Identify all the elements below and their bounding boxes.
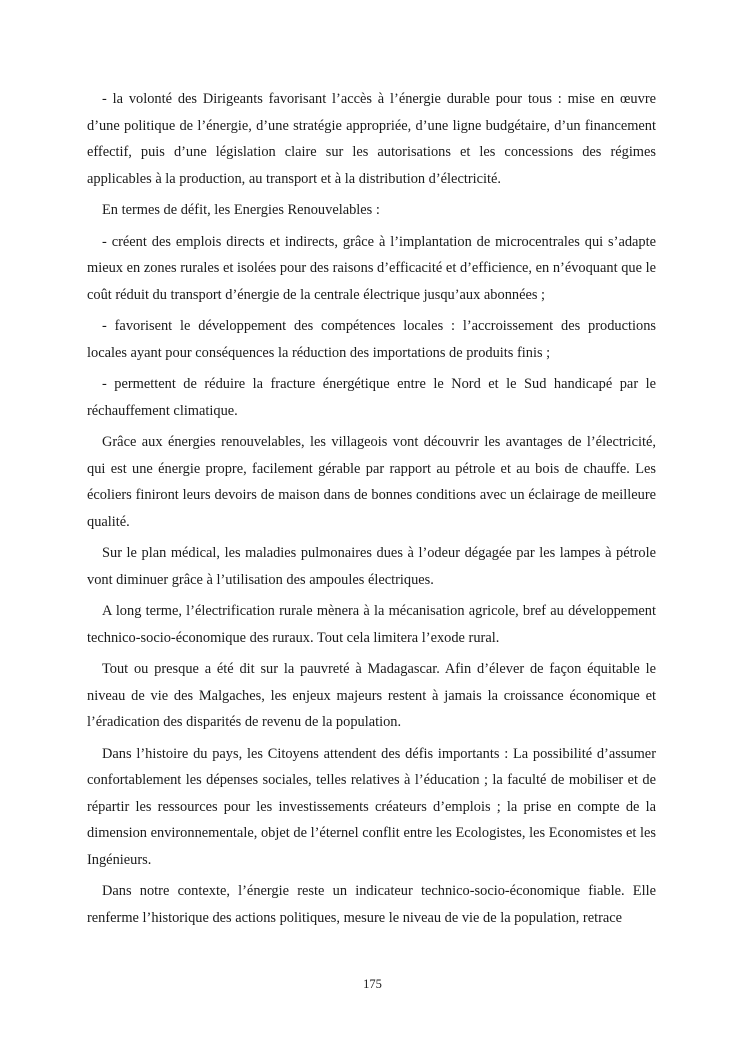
paragraph-challenge-intro: En termes de défit, les Energies Renouvelables : [102,202,380,218]
paragraph-medical: Sur le plan médical, les maladies pulmonaires dues à l’odeur dégagée par les lampes à pétrole vont diminuer grâce à l’utilisation des ampoules électriques. [87,545,656,588]
paragraph-leaders-will: - la volonté des Dirigeants favorisant l’accès à l’énergie durable pour tous : mise en œuvre d’une politique de l’énergie, d’une stratégie appropriée, d’une ligne budgétaire, d’un financement effectif, puis d’une législation claire sur les autorisations et les concessions des régimes applicables à la production, au transport et à la distribution d’électricité. [87,91,656,187]
paragraph-poverty: Tout ou presque a été dit sur la pauvreté à Madagascar. Afin d’élever de façon équitable le niveau de vie des Malgaches, les enjeux majeurs restent à jamais la croissance économique et l’éradication des disparités de revenu de la population. [87,661,656,730]
paragraph-long-term: A long terme, l’électrification rurale mènera à la mécanisation agricole, bref au développement technico-socio-économique des ruraux. Tout cela limitera l’exode rural. [87,603,656,646]
paragraph-history: Dans l’histoire du pays, les Citoyens attendent des défis importants : La possibilité d’assumer confortablement les dépenses sociales, telles relatives à l’éducation ; la faculté de mobiliser et de répartir les ressources pour les investissements créateurs d’emplois ; la prise en compte de la dimension environnementale, objet de l’éternel conflit entre les Ecologistes, les Economistes et les Ingénieurs. [87,745,656,868]
page-body [87,86,656,936]
paragraph-villagers: Grâce aux énergies renouvelables, les villageois vont découvrir les avantages de l’électricité, qui est une énergie propre, facilement gérable par rapport au pétrole et au bois de chauffe. Les écoliers finiront leurs devoirs de maison dans de bonnes conditions avec un éclairage de meilleure qualité. [87,434,656,530]
page-number: 175 [363,977,382,991]
paragraph-energy-divide: - permettent de réduire la fracture énergétique entre le Nord et le Sud handicapé par le réchauffement climatique. [87,376,656,419]
paragraph-jobs: - créent des emplois directs et indirects, grâce à l’implantation de microcentrales qui s’adapte mieux en zones rurales et isolées pour des raisons d’efficacité et d’efficience, en n’évoquant que le coût réduit du transport d’énergie de la centrale électrique jusqu’aux abonnées ; [87,233,656,303]
paragraph-context: Dans notre contexte, l’énergie reste un indicateur technico-socio-économique fiable. Elle renferme l’historique des actions politiques, mesure le niveau de vie de la population, retrace [87,883,656,926]
paragraph-local-skills: - favorisent le développement des compétences locales : l’accroissement des productions locales ayant pour conséquences la réduction des importations de produits finis ; [87,318,656,361]
